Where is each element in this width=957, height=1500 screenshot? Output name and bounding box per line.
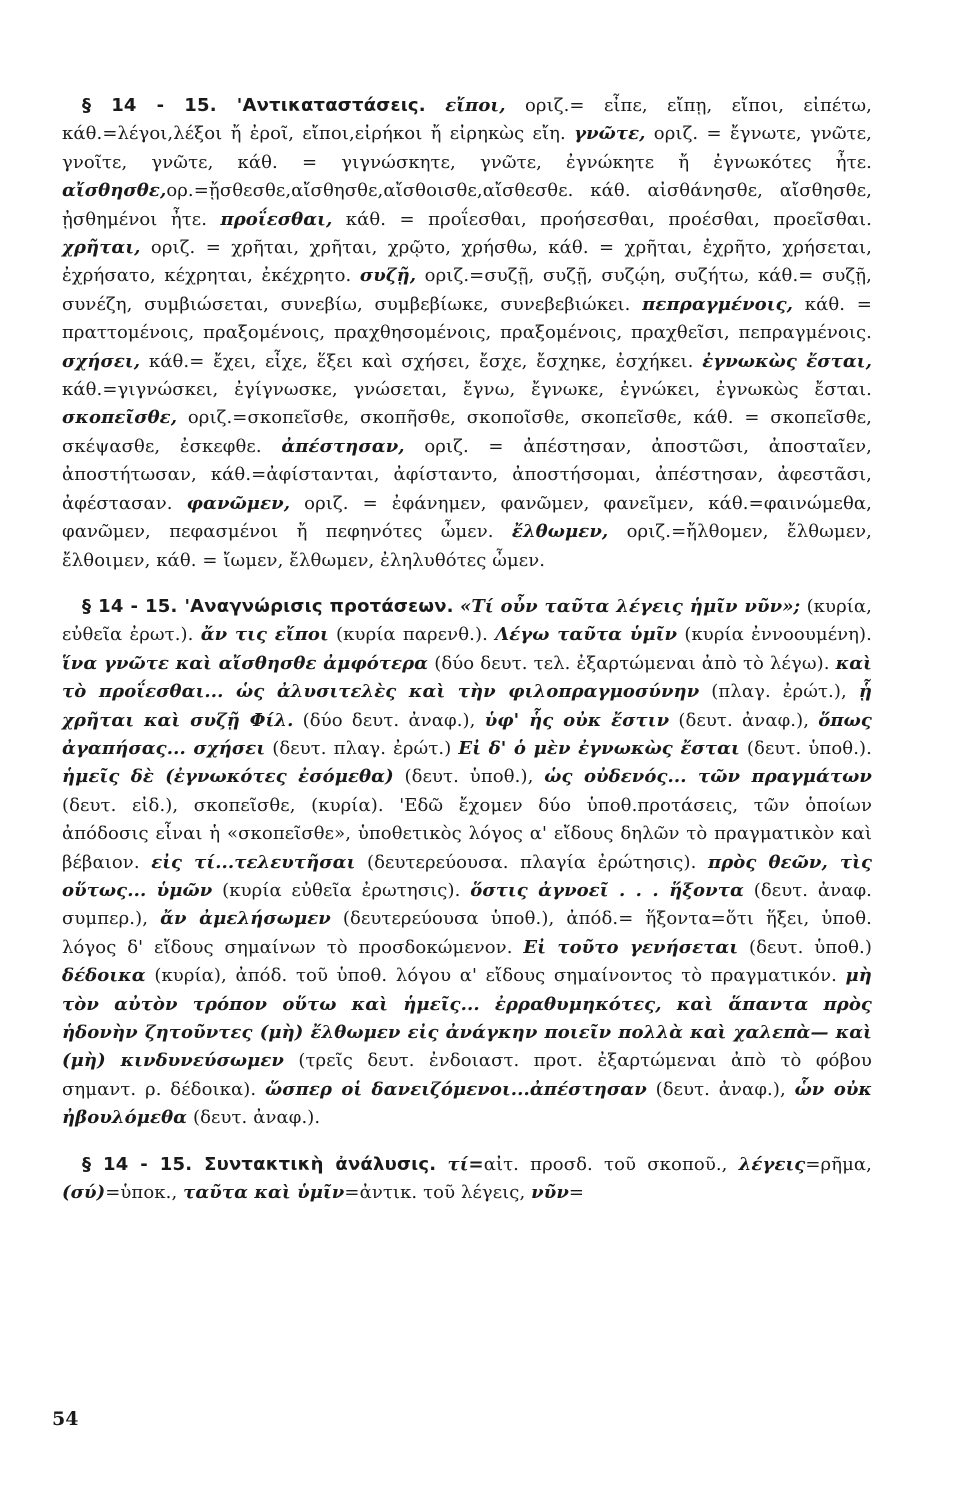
emphasized-term: ἀπέστησαν, bbox=[281, 435, 405, 457]
emphasized-term: πρὸς θεῶν, τὶς οὕτως... ὑμῶν bbox=[62, 851, 873, 901]
text-run: =ρῆμα, bbox=[805, 1153, 872, 1175]
emphasized-term: χρῆται, bbox=[62, 237, 141, 259]
emphasized-term: ἄν ἀμελήσωμεν bbox=[160, 908, 331, 930]
emphasized-term: ὡς οὐδενός... τῶν πραγμάτων bbox=[544, 766, 872, 788]
emphasized-term: ὅπως ἀγαπήσας... σχήσει bbox=[62, 709, 872, 759]
text-run: (δευτ. ἀναφ.), bbox=[669, 709, 819, 731]
text-run: κάθ. = προΐεσθαι, προήσεσθαι, προέσθαι, προεῖσθαι. bbox=[332, 208, 872, 230]
emphasized-term: δέδοικα bbox=[62, 965, 146, 987]
text-run: (δύο δευτ. τελ. ἐξαρτώμεναι ἀπὸ τὸ λέγω). bbox=[428, 652, 836, 674]
emphasized-term: ὑφ' ἧς οὐκ ἔστιν bbox=[484, 709, 670, 731]
text-run: (δευτ. ὑποθ.). bbox=[739, 737, 872, 759]
text-run: (δευτερεύουσα. πλαγία ἐρώτησις). bbox=[355, 851, 708, 873]
emphasized-term: ἡμεῖς δὲ (ἐγνωκότες ἐσόμεθα) bbox=[62, 766, 394, 788]
section-replacements bbox=[62, 92, 872, 575]
text-run: οριζ. = ἔγνωτε, γνῶτε, γνοῖτε, γνῶτε, κάθ. = γιγνώσκητε, γνῶτε, ἐγνώκητε ἤ ἐγνωκότες ἦτε. bbox=[62, 123, 872, 173]
text-run: ορ.=ᾔσθεσθε,αἴσθησθε,αἴσθοισθε,αἴσθεσθε. κάθ. αἰσθάνησθε, αἴσθησθε, ᾐσθημένοι ἦτε. bbox=[62, 180, 872, 230]
text-run: οριζ.=ἤλθομεν, ἔλθωμεν, ἔλθοιμεν, κάθ. = ἴωμεν, ἔλθωμεν, ἐληλυθότες ὦμεν. bbox=[62, 521, 873, 571]
text-run: (δευτ. ἀναφ.). bbox=[187, 1107, 321, 1129]
paragraph bbox=[62, 92, 872, 575]
text-run: κάθ.=γιγνώσκει, ἐγίγνωσκε, γνώσεται, ἔγνω, ἔγνωκε, ἐγνώκει, ἐγνωκὼς ἔσται. bbox=[62, 379, 872, 401]
text-run: κάθ. = πραττομένοις, πραξομένοις, πραχθησομένοις, πραξομένοις, πραχθεῖσι, πεπραγμένοις. bbox=[62, 293, 872, 344]
emphasized-term: ὧν οὐκ ἠβουλόμεθα bbox=[62, 1078, 872, 1129]
paragraph-text bbox=[62, 95, 872, 571]
text-run: =ἀντικ. τοῦ λέγεις, bbox=[344, 1182, 532, 1204]
text-run: (δευτ. ὑποθ.), bbox=[393, 766, 545, 788]
emphasized-term: καὶ τὸ προΐεσθαι... ὡς ἀλυσιτελὲς καὶ τὴν φιλοπραγμοσύνην bbox=[62, 652, 872, 703]
text-run: οριζ. = ἀπέστησαν, ἀποστῶσι, ἀποσταῖεν, ἀποστήτωσαν, κάθ.=ἀφίστανται, ἀφίσταντο, ἀποστήσομαι, ἀπέστησαν, ἀφεστᾶσι, ἀφέστασαν. bbox=[62, 435, 873, 514]
paragraph-text bbox=[62, 596, 872, 1128]
text-run: (δύο δευτ. ἀναφ.), bbox=[293, 709, 485, 731]
text-run: (δευτ. εἰδ.), σκοπεῖσθε, (κυρία). 'Εδῶ ἔχομεν δύο ὑποθ.προτάσεις, τῶν ὁποίων ἀπόδοσις εἶναι ἡ «σκοπεῖσθε», ὑποθετικὸς λόγος α' εἴδους δηλῶν τὸ πραγματικὸν καὶ βέβαιον. bbox=[62, 794, 872, 873]
emphasized-term: λέγεις bbox=[738, 1153, 806, 1175]
text-run: (κυρία εὐθεῖα ἐρωτησις). bbox=[212, 879, 471, 901]
emphasized-term: σκοπεῖσθε, bbox=[62, 407, 178, 429]
text-run: (δευτ. ὑποθ.) bbox=[738, 936, 872, 958]
text-run: οριζ. = χρῆται, χρῆται, χρῷτο, χρήσθω, κάθ. = χρῆται, ἐχρῆτο, χρήσεται, ἐχρήσατο, κέχρηται, ἐκέχρητο. bbox=[62, 237, 872, 287]
section-heading: § 14 - 15. 'Αναγνώρισις προτάσεων. bbox=[82, 595, 454, 617]
section-clause-recognition bbox=[62, 593, 872, 1133]
text-run: (κυρία παρενθ.). bbox=[328, 624, 496, 646]
emphasized-term: (σύ) bbox=[62, 1182, 106, 1204]
text-run: (πλαγ. ἐρώτ.), bbox=[699, 681, 859, 703]
emphasized-term: προΐεσθαι, bbox=[220, 208, 333, 230]
text-run: (κυρία ἐννοουμένη). bbox=[677, 624, 872, 646]
emphasized-term: μὴ τὸν αὐτὸν τρόπον οὕτω καὶ ἡμεῖς... ἐρραθυμηκότες, καὶ ἅπαντα πρὸς ἡδονὴν ζητοῦντες (μὴ) ἔλθωμεν εἰς ἀνάγκην ποιεῖν πολλὰ καὶ χαλεπὰ— καὶ (μὴ) κινδυνεύσωμεν bbox=[62, 965, 872, 1072]
emphasized-term: «Τί οὖν ταῦτα λέγεις ἡμῖν νῦν»; bbox=[460, 595, 801, 617]
emphasized-term: ὥσπερ οἱ δανειζόμενοι...ἀπέστησαν bbox=[265, 1078, 647, 1100]
emphasized-term: εἰς τί...τελευτῆσαι bbox=[151, 851, 356, 873]
section-syntactic-analysis bbox=[62, 1151, 872, 1208]
section-heading: § 14 - 15. 'Αντικαταστάσεις. bbox=[82, 95, 426, 116]
emphasized-term: φανῶμεν, bbox=[186, 492, 291, 514]
text-run: αἰτ. προσδ. τοῦ σκοποῦ., bbox=[483, 1153, 739, 1175]
text-run: (δευτερεύουσα ὑποθ.), ἀπόδ.= ἥξοντα=ὅτι ἥξει, ὑποθ. λόγος δ' εἴδους σημαίνων τὸ προσδοκώμενον. bbox=[62, 908, 872, 958]
emphasized-term: ἔλθωμεν, bbox=[511, 521, 609, 543]
emphasized-term: εἴποι, bbox=[445, 95, 506, 116]
paragraph bbox=[62, 1151, 872, 1208]
text-run: (κυρία, εὐθεῖα ἐρωτ.). bbox=[62, 595, 872, 646]
emphasized-term: σχήσει, bbox=[62, 350, 141, 372]
text-run: =ὑποκ., bbox=[105, 1182, 184, 1204]
text-run: οριζ.=σκοπεῖσθε, σκοπῆσθε, σκοποῖσθε, σκοπεῖσθε, κάθ. = σκοπεῖσθε, σκέψασθε, ἐσκεφθε. bbox=[62, 407, 872, 457]
emphasized-term: νῦν bbox=[531, 1182, 569, 1204]
emphasized-term: ταῦτα καὶ ὑμῖν bbox=[183, 1182, 345, 1204]
emphasized-term: αἴσθησθε, bbox=[62, 180, 167, 202]
text-run: = bbox=[568, 1182, 585, 1204]
section-heading: § 14 - 15. Συντακτικὴ ἀνάλυσις. bbox=[82, 1153, 437, 1175]
text-run: (δευτ. πλαγ. ἐρώτ.) bbox=[265, 737, 459, 759]
text-run: (δευτ. ἀναφ. συμπερ.), bbox=[62, 879, 872, 930]
emphasized-term: ἵνα γνῶτε καὶ αἴσθησθε ἀμφότερα bbox=[62, 652, 429, 674]
emphasized-term: ᾗ χρῆται καὶ συζῇ Φίλ. bbox=[62, 681, 872, 731]
emphasized-term: πεπραγμένοις, bbox=[642, 293, 794, 315]
text-run: οριζ. = ἐφάνημεν, φανῶμεν, φανεῖμεν, κάθ.=φαινώμεθα, φανῶμεν, πεφασμένοι ἤ πεφηνότες ὦμεν. bbox=[62, 492, 872, 543]
text-run: (τρεῖς δευτ. ἐνδοιαστ. προτ. ἐξαρτώμεναι ἀπὸ τὸ φόβου σημαντ. ρ. δέδοικα). bbox=[62, 1050, 872, 1100]
emphasized-term: Εἰ δ' ὁ μὲν ἐγνωκὼς ἔσται bbox=[458, 737, 740, 759]
paragraph bbox=[62, 593, 872, 1133]
text-run: οριζ.=συζῇ, συζῇ, συζῴη, συζήτω, κάθ.= συζῇ, συνέζη, συμβιώσεται, συνεβίω, συμβεβίωκε, συνεβεβιώκει. bbox=[62, 265, 872, 315]
emphasized-term: Εἰ τοῦτο γενήσεται bbox=[523, 936, 739, 958]
page-body bbox=[62, 92, 872, 1207]
page-number: 54 bbox=[52, 1408, 79, 1430]
emphasized-term: Λέγω ταῦτα ὑμῖν bbox=[495, 624, 678, 646]
text-run: οριζ.= εἶπε, εἴπῃ, εἴποι, εἰπέτω, κάθ.=λέγοι,λέξοι ἤ ἐροῖ, εἴποι,εἰρήκοι ἤ εἰρηκὼς εἴη. bbox=[62, 95, 872, 145]
emphasized-term: συζῇ, bbox=[359, 265, 417, 287]
emphasized-term: ὅστις ἀγνοεῖ . . . ἥξοντα bbox=[470, 879, 744, 901]
text-run: (δευτ. ἀναφ.), bbox=[646, 1078, 795, 1100]
text-run: κάθ.= ἔχει, εἶχε, ἕξει καὶ σχήσει, ἔσχε, ἔσχηκε, ἐσχήκει. bbox=[140, 350, 703, 372]
emphasized-term: ἐγνωκὼς ἔσται, bbox=[702, 350, 872, 372]
emphasized-term: τί= bbox=[447, 1153, 484, 1175]
emphasized-term: ἄν τις εἴποι bbox=[200, 624, 329, 646]
emphasized-term: γνῶτε, bbox=[574, 123, 646, 145]
text-run: (κυρία), ἀπόδ. τοῦ ὑποθ. λόγου α' εἴδους σημαίνοντος τὸ πραγματικόν. bbox=[145, 965, 846, 987]
